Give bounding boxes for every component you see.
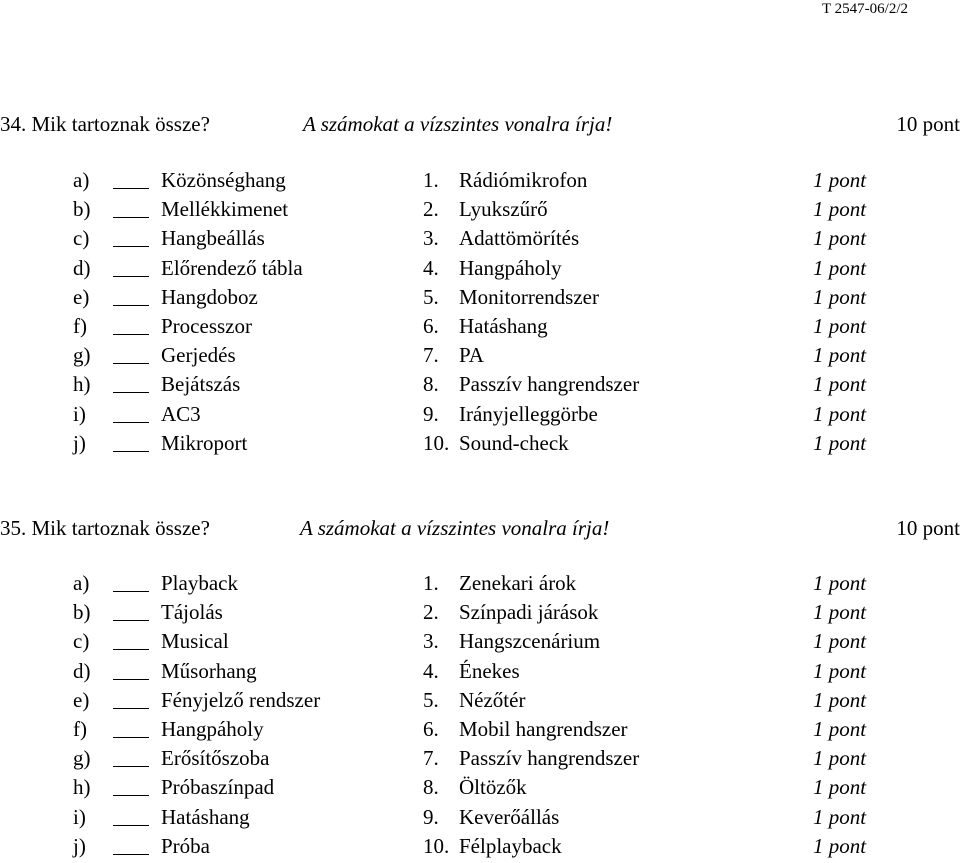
matching-row	[0, 775, 960, 804]
row-letter: g)	[73, 746, 91, 771]
row-points: 1 pont	[813, 600, 867, 625]
matching-row	[0, 314, 960, 343]
row-letter: f)	[73, 717, 87, 741]
matching-row	[0, 226, 960, 255]
answer-blank[interactable]	[113, 363, 149, 364]
option-number: 4.	[423, 658, 439, 683]
row-term: Előrendező tábla	[161, 255, 303, 280]
option-number: 1.	[423, 571, 439, 595]
row-term: Tájolás	[161, 600, 223, 625]
option-text: Passzív hangrendszer	[459, 372, 640, 397]
matching-row	[0, 571, 960, 600]
matching-row	[0, 256, 960, 285]
row-letter: i)	[73, 804, 86, 829]
row-term: Mellékkimenet	[161, 197, 289, 222]
matching-row	[0, 659, 960, 688]
question-points: 10 pont	[896, 516, 960, 540]
row-letter: c)	[73, 629, 90, 654]
row-term: Musical	[161, 629, 229, 654]
option-number: 5.	[423, 284, 439, 309]
matching-row	[0, 285, 960, 314]
option-text: Félplayback	[459, 833, 562, 858]
page-code: T 2547-06/2/2	[822, 1, 908, 17]
row-points: 1 pont	[813, 687, 867, 712]
row-points: 1 pont	[813, 571, 867, 595]
answer-blank[interactable]	[113, 334, 149, 335]
option-text: Passzív hangrendszer	[459, 746, 640, 771]
answer-blank[interactable]	[113, 854, 149, 855]
row-points: 1 pont	[813, 430, 867, 455]
row-term: Mikroport	[161, 430, 248, 455]
row-term: Gerjedés	[161, 343, 236, 368]
row-term: Processzor	[161, 314, 252, 338]
row-letter: b)	[73, 600, 91, 625]
row-points: 1 pont	[813, 284, 867, 309]
option-text: Rádiómikrofon	[459, 168, 588, 192]
option-number: 10.	[423, 833, 450, 858]
option-text: Hatáshang	[459, 314, 548, 338]
row-letter: e)	[73, 284, 90, 309]
option-number: 7.	[423, 343, 439, 368]
row-letter: c)	[73, 226, 90, 251]
answer-blank[interactable]	[113, 795, 149, 796]
row-letter: h)	[73, 372, 91, 397]
option-number: 6.	[423, 717, 439, 741]
answer-blank[interactable]	[113, 246, 149, 247]
option-text: Zenekari árok	[459, 571, 577, 595]
question-title-text: 35. Mik tartoznak össze?	[0, 516, 210, 540]
row-term: Hatáshang	[161, 804, 250, 829]
row-term: Erősítőszoba	[161, 746, 270, 771]
option-text: Adattömörítés	[459, 226, 580, 251]
row-term: Próba	[161, 833, 210, 858]
option-number: 2.	[423, 197, 439, 222]
question-title-text: 34. Mik tartoznak össze?	[0, 112, 210, 136]
row-letter: g)	[73, 343, 91, 368]
row-letter: d)	[73, 255, 91, 280]
row-letter: h)	[73, 775, 91, 800]
row-term: Hangbeállás	[161, 226, 265, 251]
row-points: 1 pont	[813, 226, 867, 251]
row-term: Bejátszás	[161, 372, 241, 397]
row-term: Közönséghang	[161, 168, 286, 192]
option-number: 3.	[423, 629, 439, 654]
matching-row	[0, 746, 960, 775]
question-instruction: A számokat a vízszintes vonalra írja!	[303, 112, 613, 136]
matching-row	[0, 688, 960, 717]
option-text: Monitorrendszer	[459, 284, 599, 309]
matching-row	[0, 717, 960, 746]
answer-blank[interactable]	[113, 392, 149, 393]
answer-blank[interactable]	[113, 188, 149, 189]
answer-blank[interactable]	[113, 451, 149, 452]
row-points: 1 pont	[813, 401, 867, 426]
option-number: 5.	[423, 687, 439, 712]
question-instruction: A számokat a vízszintes vonalra írja!	[300, 516, 610, 540]
option-text: Keverőállás	[459, 804, 560, 829]
answer-blank[interactable]	[113, 825, 149, 826]
option-text: Irányjelleggörbe	[459, 401, 598, 426]
option-number: 1.	[423, 168, 439, 192]
option-text: PA	[459, 343, 484, 368]
question-points: 10 pont	[896, 112, 960, 136]
row-points: 1 pont	[813, 804, 867, 829]
answer-blank[interactable]	[113, 276, 149, 277]
row-points: 1 pont	[813, 168, 867, 192]
row-points: 1 pont	[813, 255, 867, 280]
option-number: 9.	[423, 401, 439, 426]
row-term: AC3	[161, 401, 201, 426]
answer-blank[interactable]	[113, 649, 149, 650]
matching-row	[0, 168, 960, 197]
row-term: Fényjelző rendszer	[161, 687, 321, 712]
matching-row	[0, 600, 960, 629]
answer-blank[interactable]	[113, 217, 149, 218]
row-points: 1 pont	[813, 775, 867, 800]
option-text: Hangpáholy	[459, 255, 562, 280]
matching-row	[0, 805, 960, 834]
answer-blank[interactable]	[113, 620, 149, 621]
matching-row	[0, 402, 960, 431]
matching-row	[0, 629, 960, 658]
row-points: 1 pont	[813, 372, 867, 397]
option-number: 8.	[423, 775, 439, 800]
option-number: 2.	[423, 600, 439, 625]
option-number: 9.	[423, 804, 439, 829]
row-points: 1 pont	[813, 343, 867, 368]
matching-row	[0, 372, 960, 401]
answer-blank[interactable]	[113, 766, 149, 767]
row-letter: j)	[73, 430, 86, 455]
option-text: Színpadi járások	[459, 600, 599, 625]
row-letter: a)	[73, 571, 90, 595]
option-number: 3.	[423, 226, 439, 251]
row-letter: a)	[73, 168, 90, 192]
row-points: 1 pont	[813, 629, 867, 654]
option-number: 7.	[423, 746, 439, 771]
row-points: 1 pont	[813, 833, 867, 858]
row-points: 1 pont	[813, 197, 867, 222]
row-letter: j)	[73, 833, 86, 858]
option-number: 6.	[423, 314, 439, 338]
row-term: Hangdoboz	[161, 284, 258, 309]
option-text: Hangszcenárium	[459, 629, 601, 654]
option-number: 8.	[423, 372, 439, 397]
option-number: 10.	[423, 430, 450, 455]
row-points: 1 pont	[813, 746, 867, 771]
matching-row	[0, 343, 960, 372]
row-letter: e)	[73, 687, 90, 712]
row-term: Próbaszínpad	[161, 775, 275, 800]
matching-row	[0, 834, 960, 863]
answer-blank[interactable]	[113, 305, 149, 306]
option-text: Énekes	[459, 658, 520, 683]
row-letter: d)	[73, 658, 91, 683]
option-text: Mobil hangrendszer	[459, 717, 628, 741]
row-term: Műsorhang	[161, 658, 257, 683]
answer-blank[interactable]	[113, 422, 149, 423]
row-term: Hangpáholy	[161, 717, 264, 741]
row-points: 1 pont	[813, 314, 867, 338]
row-points: 1 pont	[813, 658, 867, 683]
row-letter: b)	[73, 197, 91, 222]
answer-blank[interactable]	[113, 679, 149, 680]
answer-blank[interactable]	[113, 737, 149, 738]
answer-blank[interactable]	[113, 591, 149, 592]
option-text: Lyukszűrő	[459, 197, 548, 222]
row-points: 1 pont	[813, 717, 867, 741]
row-term: Playback	[161, 571, 238, 595]
row-letter: f)	[73, 314, 87, 338]
option-number: 4.	[423, 255, 439, 280]
answer-blank[interactable]	[113, 708, 149, 709]
option-text: Öltözők	[459, 775, 527, 800]
row-letter: i)	[73, 401, 86, 426]
option-text: Nézőtér	[459, 687, 526, 712]
option-text: Sound-check	[459, 430, 569, 455]
matching-row	[0, 197, 960, 226]
matching-row	[0, 431, 960, 460]
